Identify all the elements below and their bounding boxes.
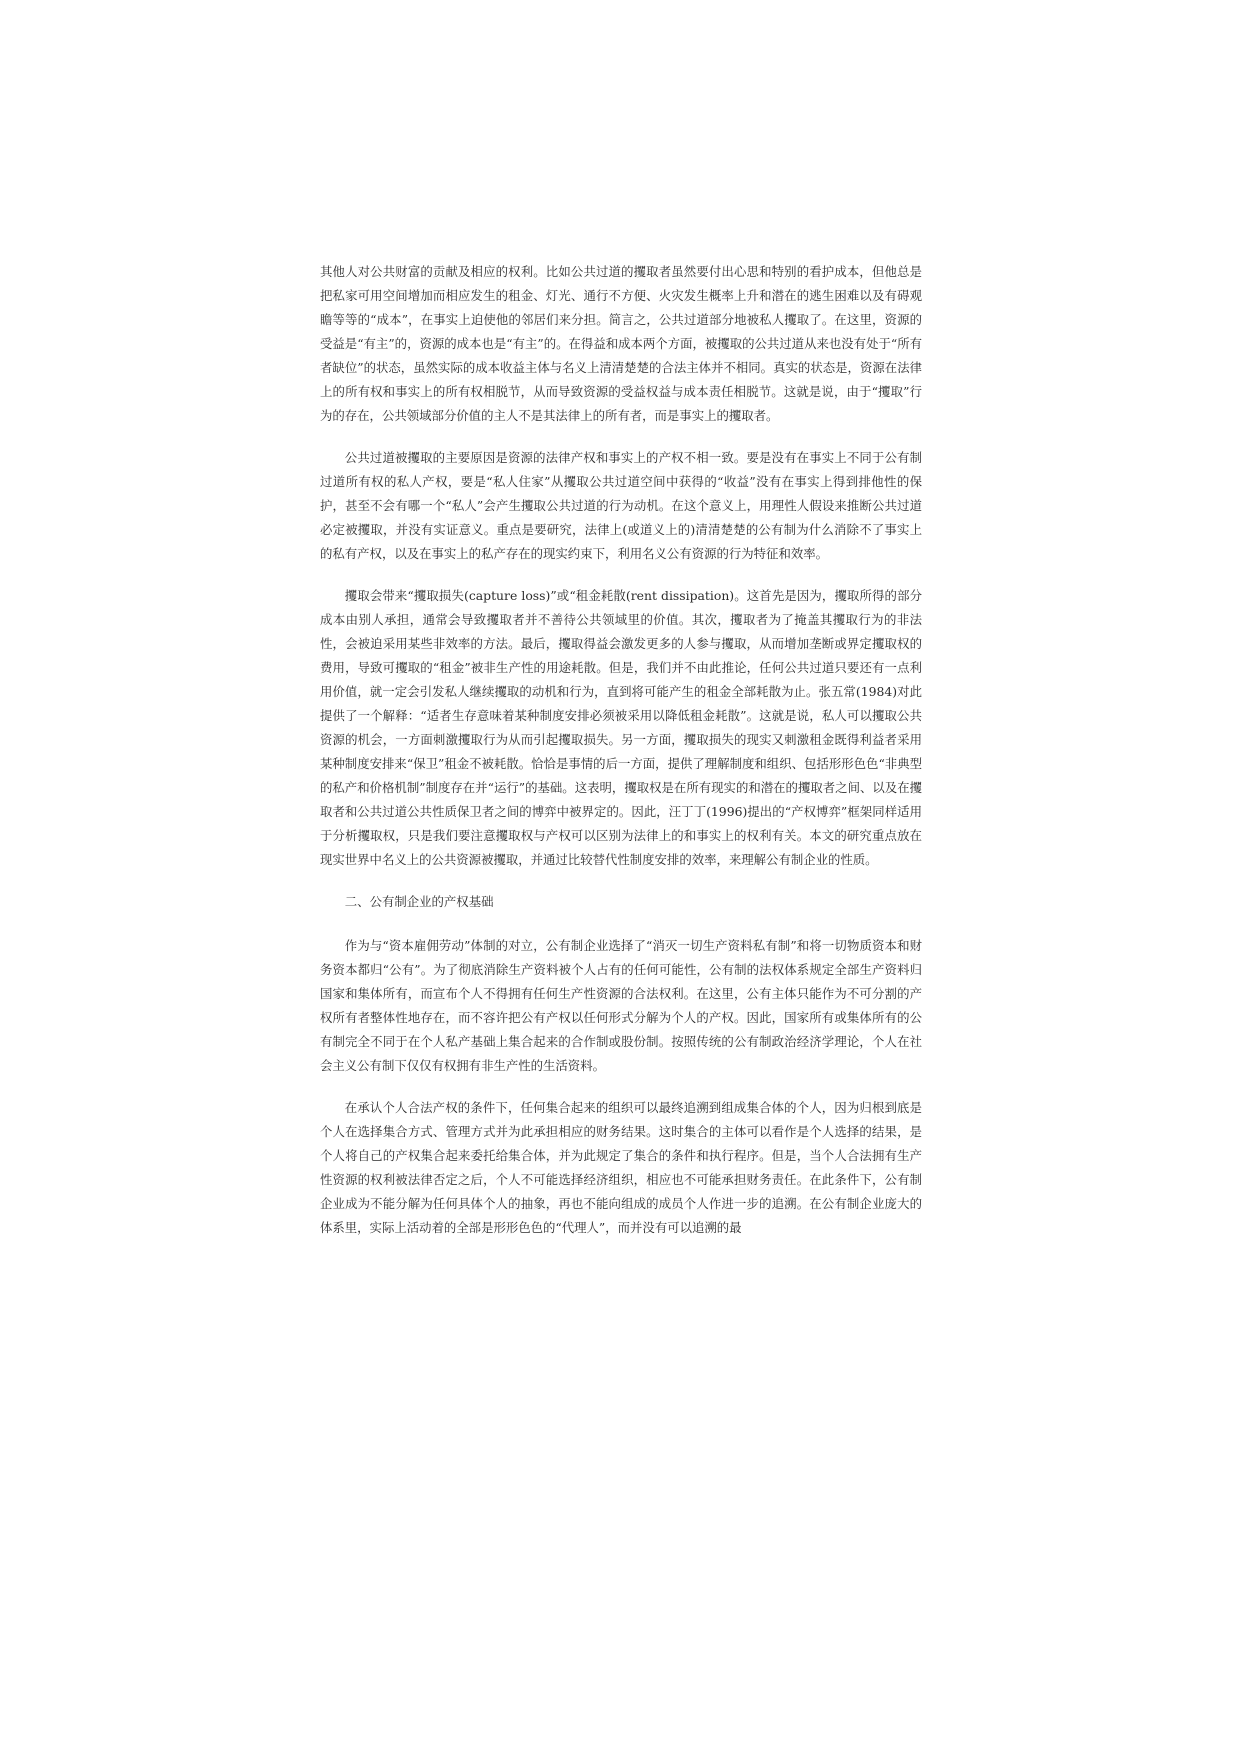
paragraph-5: 在承认个人合法产权的条件下，任何集合起来的组织可以最终追溯到组成集合体的个人，因为归根到底是个人在选择集合方式、管理方式并为此承担相应的财务结果。这时集合的主体可以看作是个人选择的结果，是个人将自己的产权集合起来委托给集合体，并为此规定了集合的条件和执行程序。但是，当个人合法拥有生产性资源的权利被法律否定之后，个人不可能选择经济组织，相应也不可能承担财务责任。在此条件下，公有制企业成为不能分解为任何具体个人的抽象，再也不能向组成的成员个人作进一步的追溯。在公有制企业庞大的体系里，实际上活动着的全部是形形色色的“代理人”，而并没有可以追溯的最: [320, 1100, 922, 1235]
document-page: [320, 260, 922, 1258]
section-heading: 二、公有制企业的产权基础: [344, 894, 494, 909]
paragraph-4: 作为与“资本雇佣劳动”体制的对立，公有制企业选择了“消灭一切生产资料私有制”和将一切物质资本和财务资本都归“公有”。为了彻底消除生产资料被个人占有的任何可能性，公有制的法权体系规定全部生产资料归国家和集体所有，而宣布个人不得拥有任何生产性资源的合法权利。在这里，公有主体只能作为不可分割的产权所有者整体性地存在，而不容许把公有产权以任何形式分解为个人的产权。因此，国家所有或集体所有的公有制完全不同于在个人私产基础上集合起来的合作制或股份制。按照传统的公有制政治经济学理论，个人在社会主义公有制下仅仅有权拥有非生产性的生活资料。: [320, 938, 922, 1073]
paragraph-3: 攫取会带来“攫取损失(capture loss)”或“租金耗散(rent dissipation)。这首先是因为，攫取所得的部分成本由别人承担，通常会导致攫取者并不善待公共领域里的价值。其次，攫取者为了掩盖其攫取行为的非法性，会被迫采用某些非效率的方法。最后，攫取得益会激发更多的人参与攫取，从而增加垄断或界定攫取权的费用，导致可攫取的“租金”被非生产性的用途耗散。但是，我们并不由此推论，任何公共过道只要还有一点利用价值，就一定会引发私人继续攫取的动机和行为，直到将可能产生的租金全部耗散为止。张五常(1984)对此提供了一个解释：“适者生存意味着某种制度安排必须被采用以降低租金耗散”。这就是说，私人可以攫取公共资源的机会，一方面刺激攫取行为从而引起攫取损失。另一方面，攫取损失的现实又刺激租金既得利益者采用某种制度安排来“保卫”租金不被耗散。恰恰是事情的后一方面，提供了理解制度和组织、包括形形色色“非典型的私产和价格机制”制度存在并“运行”的基础。这表明，攫取权是在所有现实的和潜在的攫取者之间、以及在攫取者和公共过道公共性质保卫者之间的博弈中被界定的。因此，汪丁丁(1996)提出的“产权博弈”框架同样适用于分析攫取权，只是我们要注意攫取权与产权可以区别为法律上的和事实上的权利有关。本文的研究重点放在现实世界中名义上的公共资源被攫取，并通过比较替代性制度安排的效率，来理解公有制企业的性质。: [320, 588, 922, 867]
paragraph-2: 公共过道被攫取的主要原因是资源的法律产权和事实上的产权不相一致。要是没有在事实上不同于公有制过道所有权的私人产权，要是“私人住家”从攫取公共过道空间中获得的“收益”没有在事实上得到排他性的保护，甚至不会有哪一个“私人”会产生攫取公共过道的行为动机。在这个意义上，用理性人假设来推断公共过道必定被攫取，并没有实证意义。重点是要研究，法律上(或道义上的)清清楚楚的公有制为什么消除不了事实上的私有产权，以及在事实上的私产存在的现实约束下，利用名义公有资源的行为特征和效率。: [320, 450, 922, 561]
paragraph-1: 其他人对公共财富的贡献及相应的权利。比如公共过道的攫取者虽然要付出心思和特别的看护成本，但他总是把私家可用空间增加而相应发生的租金、灯光、通行不方便、火灾发生概率上升和潜在的逃生困难以及有碍观瞻等等的“成本”，在事实上迫使他的邻居们来分担。简言之，公共过道部分地被私人攫取了。在这里，资源的受益是“有主”的，资源的成本也是“有主”的。在得益和成本两个方面，被攫取的公共过道从来也没有处于“所有者缺位”的状态，虽然实际的成本收益主体与名义上清清楚楚的合法主体并不相同。真实的状态是，资源在法律上的所有权和事实上的所有权相脱节，从而导致资源的受益权益与成本责任相脱节。这就是说，由于“攫取”行为的存在，公共领域部分价值的主人不是其法律上的所有者，而是事实上的攫取者。: [320, 264, 922, 423]
